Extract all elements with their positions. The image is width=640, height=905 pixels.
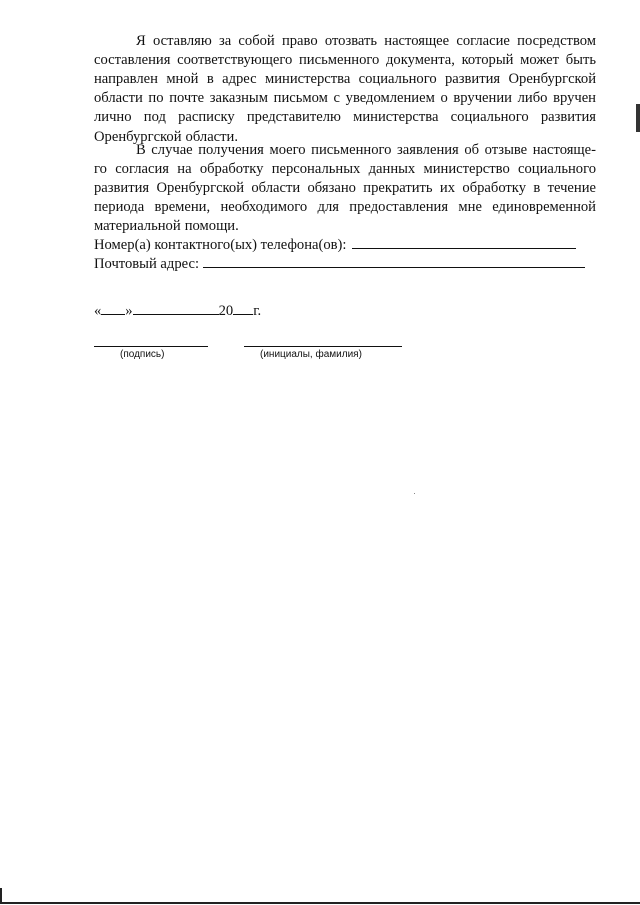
scan-corner-mark — [0, 888, 2, 904]
date-field-row — [94, 300, 261, 320]
date-year-prefix: 20 — [218, 303, 234, 319]
phone-field-label: Номер(а) контактного(ых) телефона(ов): — [94, 237, 347, 253]
date-year-blank[interactable] — [233, 300, 253, 315]
scan-speck — [414, 493, 415, 494]
withdrawal-processing-paragraph: В случае получения моего письменного заявления об отзыве настояще-го согласия на обработку персональных данных министерство социального развития Оренбургской области обязано прекратить их обработку в течение периода времени, необходимого для предоставления мне единовременной материальной помощи. — [94, 141, 596, 235]
phone-field-row — [94, 234, 576, 254]
consent-withdrawal-paragraph: Я оставляю за собой право отозвать настоящее согласие посредством составления соответствующего письменного документа, который может быть направлен мной в адрес министерства социального развития Оренбургской области по почте заказным письмом с уведомлением о вручении либо вручен лично под расписку представителю министерства социального развития Оренбургской области. — [94, 32, 596, 145]
address-field-blank[interactable] — [203, 253, 585, 268]
name-line[interactable] — [244, 346, 402, 347]
signature-caption: (подпись) — [120, 349, 165, 360]
name-caption: (инициалы, фамилия) — [260, 349, 362, 360]
address-field-label: Почтовый адрес: — [94, 256, 200, 272]
address-field-row — [94, 253, 585, 273]
date-open-quote: « — [94, 303, 102, 319]
date-month-blank[interactable] — [133, 300, 219, 315]
date-year-suffix: г. — [253, 303, 262, 319]
date-close-quote: » — [125, 303, 133, 319]
scan-edge-mark — [636, 104, 640, 132]
signature-line[interactable] — [94, 346, 208, 347]
date-day-blank[interactable] — [101, 300, 125, 315]
phone-field-blank[interactable] — [352, 234, 576, 249]
scan-bottom-border — [0, 902, 640, 904]
